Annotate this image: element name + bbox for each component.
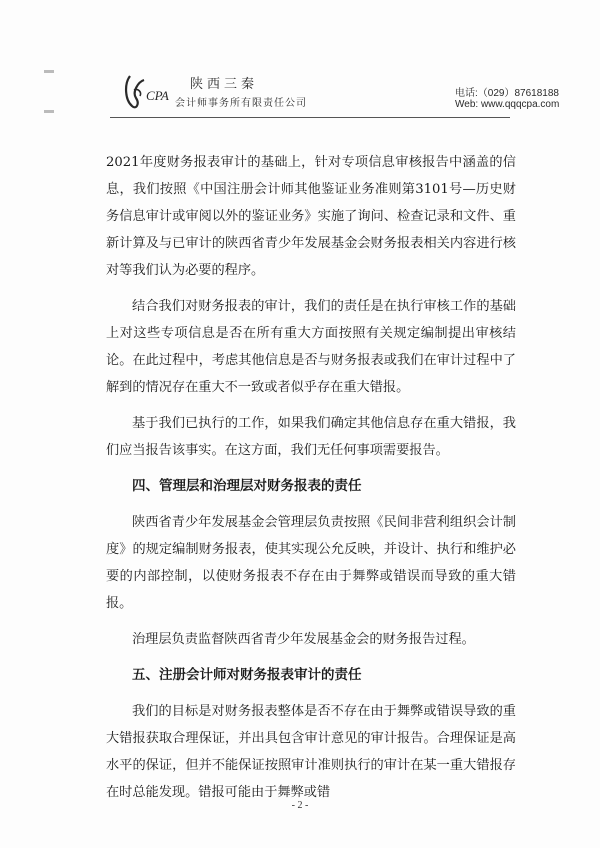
contact-web: Web: www.qqqcpa.com [455, 99, 560, 110]
report-body [106, 149, 516, 815]
firm-name: 陕西三秦 [190, 77, 259, 92]
paragraph: 结合我们对财务报表的审计，我们的责任是在执行审核工作的基础上对这些专项信息是否在所有重大方面按照有关规定编制提出审核结论。在此过程中，考虑其他信息是否与财务报表或我们在审计过程中了解到的情况存在重大不一致或者似乎存在重大错报。 [106, 299, 516, 395]
paragraph: 治理层负责监督陕西省青少年发展基金会的财务报告过程。 [132, 632, 475, 647]
paragraph: 我们的目标是对财务报表整体是否不存在由于舞弊或错误导致的重大错报获取合理保证，并出具包含审计意见的审计报告。合理保证是高水平的保证，但并不能保证按照审计准则执行的审计在某一重大错报存在时总能发现。错报可能由于舞弊或错 [106, 704, 516, 800]
paragraph: 基于我们已执行的工作，如果我们确定其他信息存在重大错报，我们应当报告该事实。在这方面，我们无任何事项需要报告。 [106, 416, 516, 458]
section-heading-4: 四、管理层和治理层对财务报表的责任 [132, 478, 362, 494]
header-divider [110, 117, 510, 118]
svg-text:CPA: CPA [146, 88, 169, 103]
paragraph: 陕西省青少年发展基金会管理层负责按照《民间非营利组织会计制度》的规定编制财务报表，使其实现公允反映，并设计、执行和维护必要的内部控制，以使财务报表不存在由于舞弊或错误而导致的重大错报。 [106, 515, 516, 611]
contact-phone: 电话:（029）87618188 [455, 88, 559, 99]
letterhead [0, 0, 600, 130]
firm-subtitle: 会计师事务所有限责任公司 [175, 98, 307, 109]
page-number: - 2 - [291, 800, 309, 811]
paragraph: 2021年度财务报表审计的基础上，针对专项信息审核报告中涵盖的信息，我们按照《中国注册会计师其他鉴证业务准则第3101号—历史财务信息审计或审阅以外的鉴证业务》实施了询问、检查记录和文件、重新计算及与已审计的陕西省青少年发展基金会财务报表相关内容进行核对等我们认为必要的程序。 [106, 155, 516, 278]
section-heading-5: 五、注册会计师对财务报表审计的责任 [132, 667, 362, 683]
